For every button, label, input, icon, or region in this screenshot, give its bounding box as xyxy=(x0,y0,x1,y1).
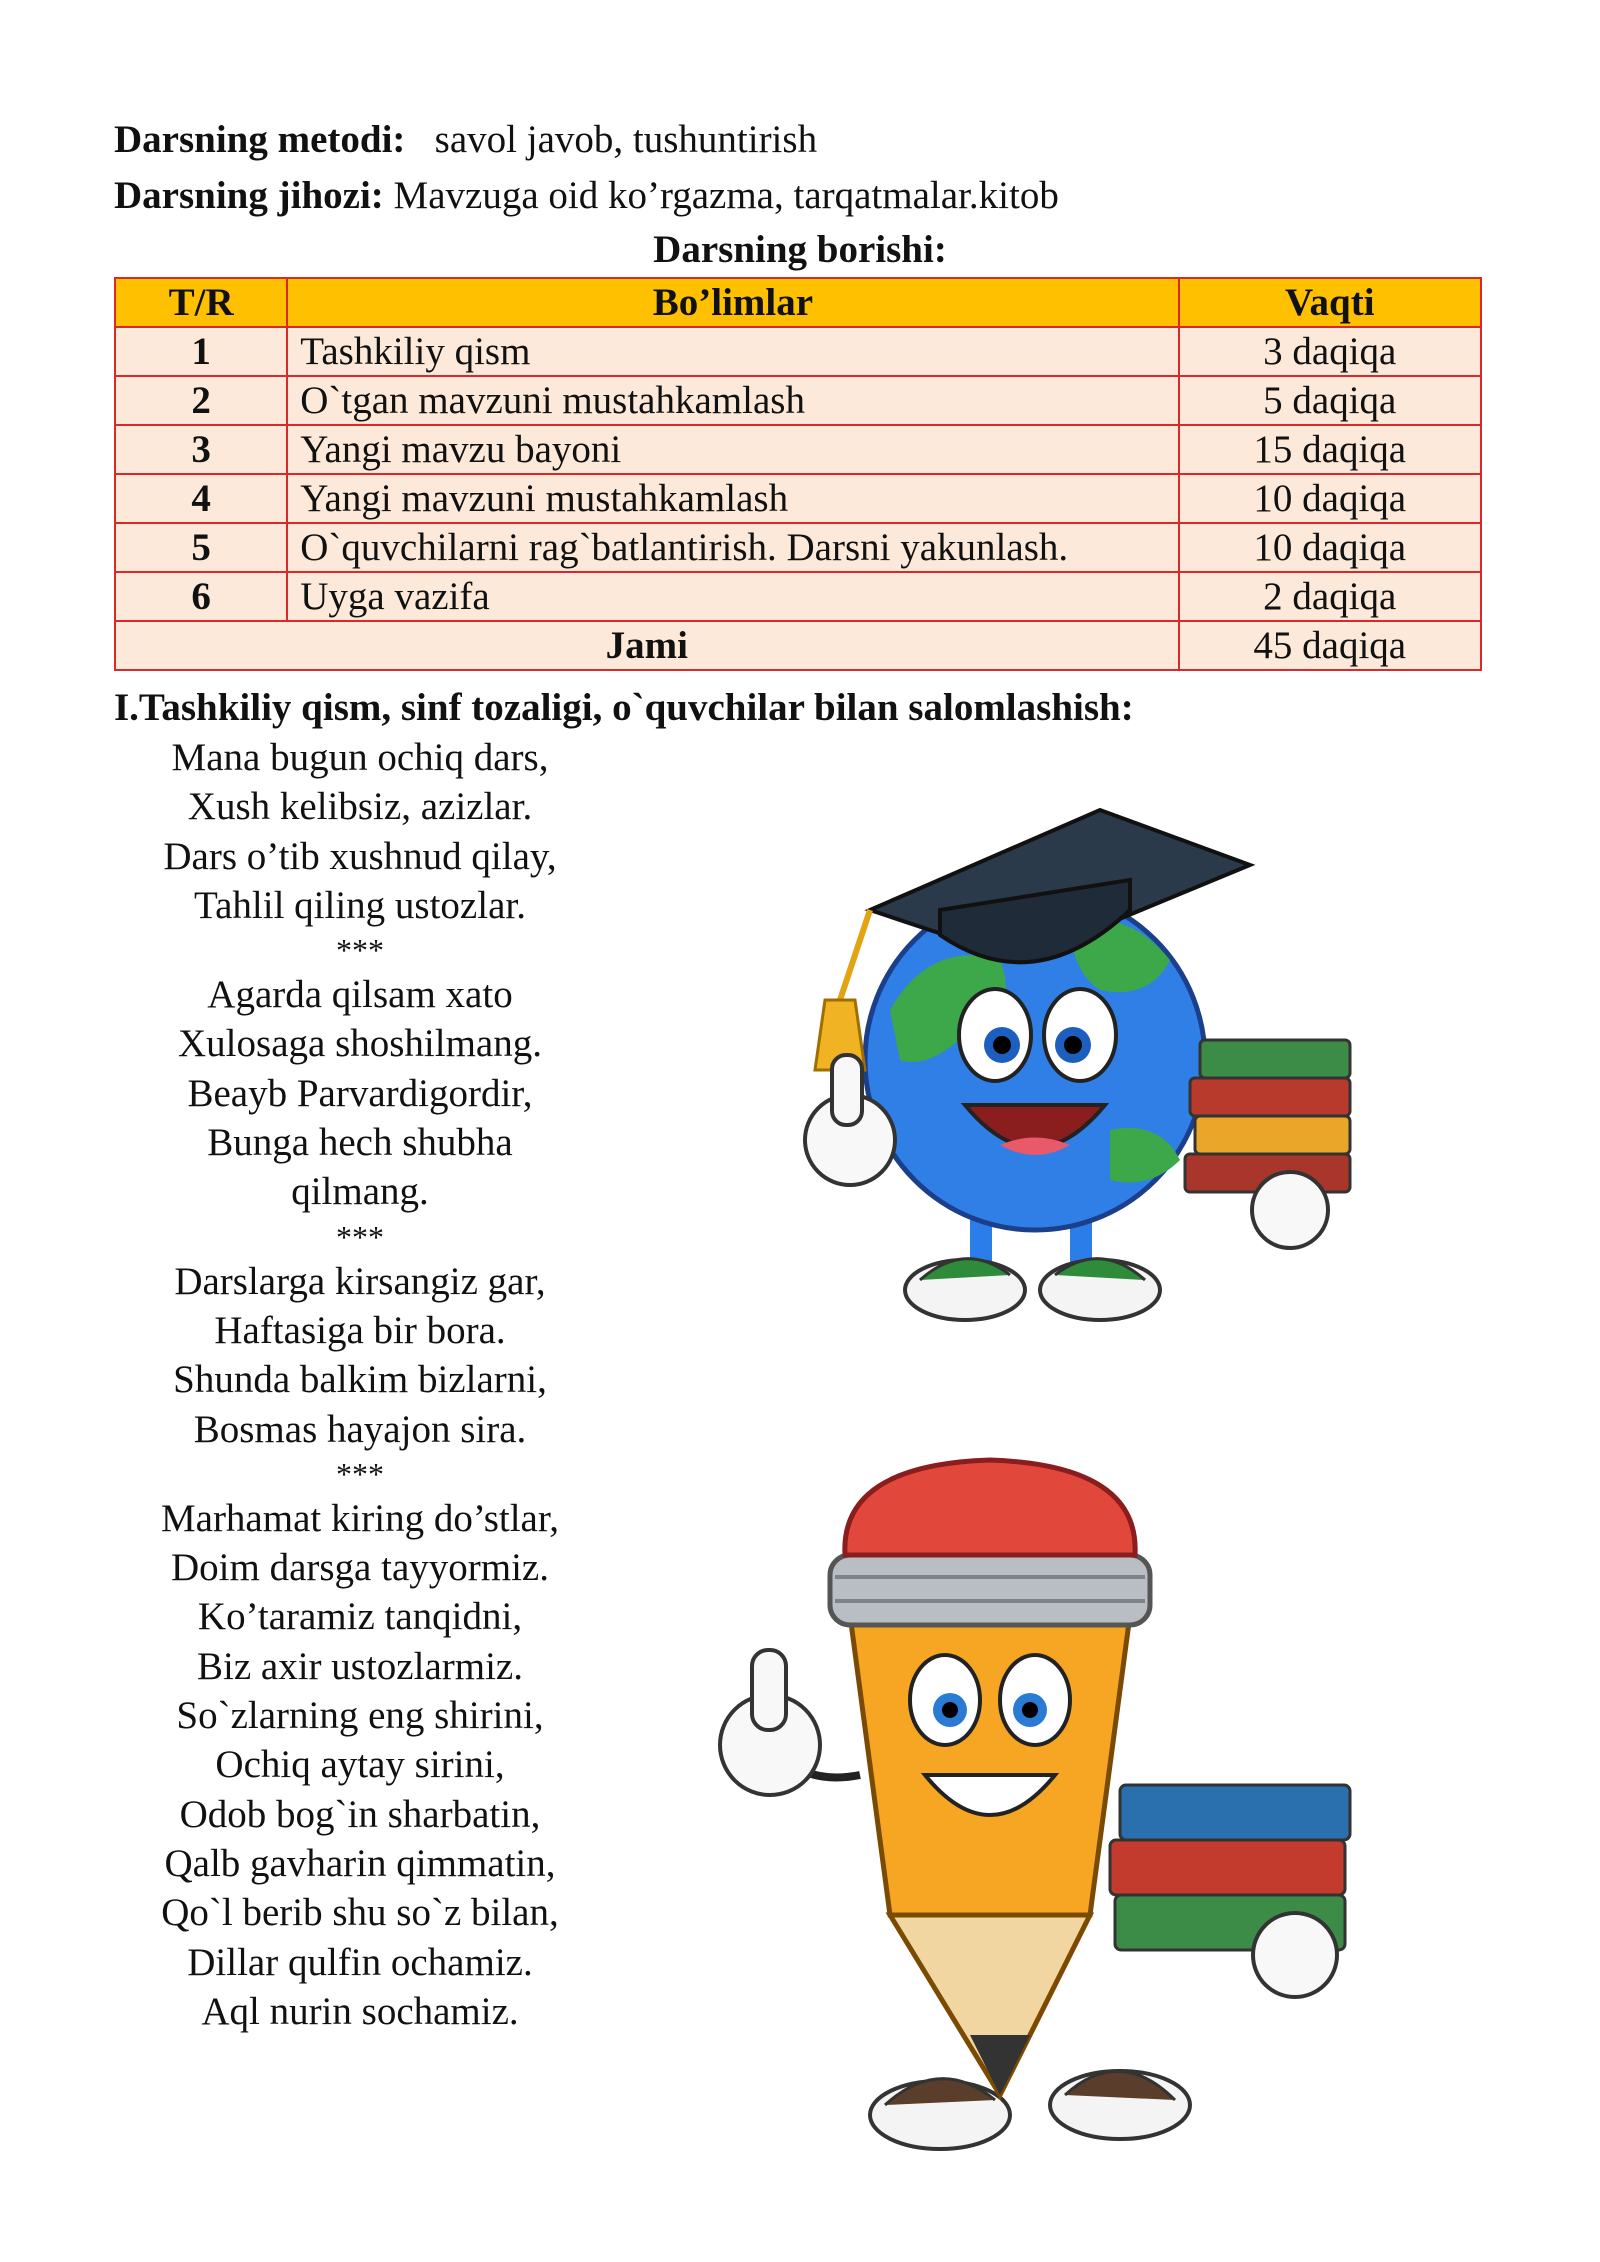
poem-line: Bosmas hayajon sira. xyxy=(193,1407,527,1451)
poem-line: Bunga hech shubha xyxy=(207,1121,513,1165)
table-row xyxy=(115,425,1481,474)
method-line xyxy=(114,116,817,164)
row-section: Uyga vazifa xyxy=(287,572,1178,621)
row-time: 10 daqiqa xyxy=(1179,523,1481,572)
poem-line: Darslarga kirsangiz gar, xyxy=(174,1259,546,1303)
row-section: O`quvchilarni rag`batlantirish. Darsni yakunlash. xyxy=(287,523,1178,572)
poem-line: Qo`l berib shu so`z bilan, xyxy=(161,1891,559,1935)
stanza-separator: *** xyxy=(336,1455,384,1492)
poem-line: Dillar qulfin ochamiz. xyxy=(187,1940,533,1984)
poem-line: Xulosaga shoshilmang. xyxy=(178,1022,542,1066)
equipment-label: Darsning jihozi: xyxy=(114,174,384,217)
poem-line: Doim darsga tayyormiz. xyxy=(171,1546,549,1590)
poem-line: Shunda balkim bizlarni, xyxy=(173,1358,547,1402)
poem-line: Odob bog`in sharbatin, xyxy=(179,1792,541,1836)
poem-line: Ochiq aytay sirini, xyxy=(215,1743,505,1787)
total-label: Jami xyxy=(115,621,1179,670)
stanza-separator: *** xyxy=(336,932,384,969)
row-section: Yangi mavzu bayoni xyxy=(287,425,1178,474)
poem xyxy=(110,733,610,2036)
table-row xyxy=(115,572,1481,621)
poem-line: qilmang. xyxy=(291,1170,429,1214)
poem-line: Qalb gavharin qimmatin, xyxy=(164,1841,556,1885)
poem-line: Xush kelibsiz, azizlar. xyxy=(187,785,533,829)
row-number: 1 xyxy=(115,327,287,376)
header-sections: Bo’limlar xyxy=(287,278,1178,327)
section1-heading: I.Tashkiliy qism, sinf tozaligi, o`quvchilar bilan salomlashish: xyxy=(114,686,1134,729)
table-row xyxy=(115,327,1481,376)
method-value: savol javob, tushuntirish xyxy=(434,118,818,161)
poem-line: Marhamat kiring do’stlar, xyxy=(160,1496,560,1540)
header-number: T/R xyxy=(115,278,287,327)
table-row xyxy=(115,376,1481,425)
row-number: 3 xyxy=(115,425,287,474)
globe-mascot-illustration xyxy=(770,770,1370,1370)
poem-line: Tahlil qiling ustozlar. xyxy=(194,883,526,927)
row-time: 10 daqiqa xyxy=(1179,474,1481,523)
row-time: 15 daqiqa xyxy=(1179,425,1481,474)
poem-line: Aql nurin sochamiz. xyxy=(201,1989,519,2033)
poem-line: Haftasiga bir bora. xyxy=(214,1308,506,1352)
table-row xyxy=(115,523,1481,572)
total-time: 45 daqiqa xyxy=(1179,621,1481,670)
poem-line: Biz axir ustozlarmiz. xyxy=(197,1644,523,1688)
poem-line: Mana bugun ochiq dars, xyxy=(171,736,549,779)
row-section: O`tgan mavzuni mustahkamlash xyxy=(287,376,1178,425)
row-time: 2 daqiqa xyxy=(1179,572,1481,621)
poem-line: Agarda qilsam xato xyxy=(207,973,513,1017)
equipment-line xyxy=(114,172,1059,220)
pencil-mascot-illustration xyxy=(710,1455,1390,2175)
stanza-separator: *** xyxy=(336,1218,384,1255)
poem-line: So`zlarning eng shirini, xyxy=(176,1694,544,1738)
row-number: 2 xyxy=(115,376,287,425)
row-number: 6 xyxy=(115,572,287,621)
row-time: 5 daqiqa xyxy=(1179,376,1481,425)
row-number: 5 xyxy=(115,523,287,572)
poem-line: Dars o’tib xushnud qilay, xyxy=(163,834,557,878)
equipment-value: Mavzuga oid ko’rgazma, tarqatmalar.kitob xyxy=(393,174,1059,217)
row-time: 3 daqiqa xyxy=(1179,327,1481,376)
method-label: Darsning metodi: xyxy=(114,118,406,161)
lesson-plan-table xyxy=(114,277,1482,671)
table-total-row xyxy=(115,621,1481,670)
row-number: 4 xyxy=(115,474,287,523)
poem-line: Ko’taramiz tanqidni, xyxy=(197,1595,523,1639)
row-section: Yangi mavzuni mustahkamlash xyxy=(287,474,1178,523)
table-row xyxy=(115,474,1481,523)
header-time: Vaqti xyxy=(1179,278,1481,327)
procedure-title: Darsning borishi: xyxy=(653,228,947,271)
row-section: Tashkiliy qism xyxy=(287,327,1178,376)
poem-line: Beayb Parvardigordir, xyxy=(187,1071,533,1115)
table-header-row xyxy=(115,278,1481,327)
